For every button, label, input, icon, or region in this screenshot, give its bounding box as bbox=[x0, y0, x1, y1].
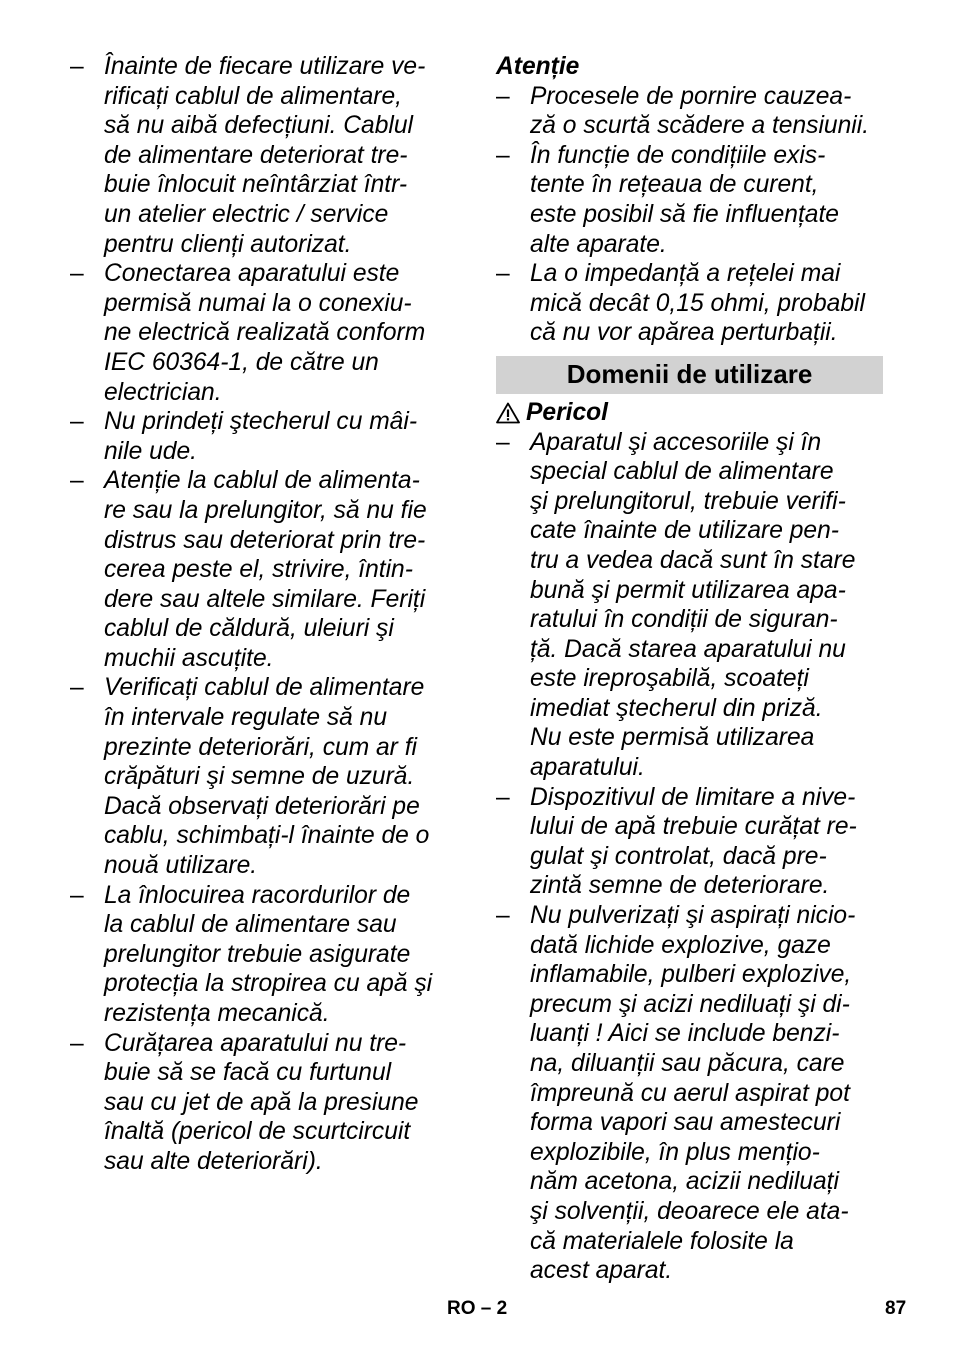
dash: – bbox=[496, 902, 510, 930]
list-item bbox=[70, 881, 462, 1029]
list-item-text: Atenție la cablul de alimenta- re sau la prelungitor, să nu fie distrus sau deteriorat prin tre- cerea peste el, strivire, întin- dere sau altele similare. Feriți cablul de căldură, uleiuri şi muchii ascuțite. bbox=[104, 467, 427, 672]
warning-triangle-icon bbox=[496, 402, 520, 424]
list-item bbox=[496, 428, 888, 783]
section-heading: Domenii de utilizare bbox=[496, 356, 883, 394]
list-item-text: La o impedanță a rețelei mai mică decât 0,15 ohmi, probabil că nu vor apărea perturbații. bbox=[530, 260, 865, 347]
list-item bbox=[70, 673, 462, 880]
list-item-text: Aparatul şi accesoriile şi în special cablul de alimentare şi prelungitorul, trebuie verifi- cate înainte de utilizare pen- tru a vedea dacă sunt în stare bună şi permit utilizarea apa- ratului în condiții de siguran- ță. Dacă starea aparatului nu este ireproşabilă, scoateți imediat ştecherul din priză. Nu este permisă utilizarea aparatului. bbox=[530, 428, 856, 782]
list-item-text: Nu pulverizați şi aspirați nicio- dată lichide explozive, gaze inflamabile, pulberi explozive, precum şi acizi nediluați şi di- luanți ! Aici se include benzi- na, diluanții sau păcura, care împreună cu aerul aspirat pot forma vapori sau amestecuri explozibile, în plus mențio- năm acetona, acizii nediluați şi solvenții, deoarece ele ata- că materialele folosite la acest aparat. bbox=[530, 902, 856, 1285]
dash: – bbox=[70, 260, 84, 288]
list-item bbox=[496, 783, 888, 901]
dash: – bbox=[496, 428, 510, 456]
danger-heading bbox=[496, 398, 888, 428]
list-item-text: La înlocuirea racordurilor de la cablul de alimentare sau prelungitor trebuie asigurate protecția la stropirea cu apă şi rezistența mecanică. bbox=[104, 881, 433, 1027]
list-item-text: Procesele de pornire cauzea- ză o scurtă scădere a tensiunii. bbox=[530, 82, 870, 140]
list-item bbox=[70, 259, 462, 407]
dash: – bbox=[70, 53, 84, 80]
list-item-text: Curățarea aparatului nu tre- buie să se facă cu furtunul sau cu jet de apă la presiune înaltă (pericol de scurtcircuit sau alte deteriorări). bbox=[104, 1029, 419, 1175]
left-column bbox=[70, 52, 462, 1177]
dash: – bbox=[496, 260, 510, 288]
dash: – bbox=[70, 1029, 84, 1057]
list-item bbox=[70, 466, 462, 673]
list-item bbox=[496, 141, 888, 259]
dash: – bbox=[70, 674, 84, 702]
footer-section-label: RO – 2 bbox=[447, 1298, 508, 1319]
list-item bbox=[70, 52, 462, 259]
list-item-text: Înainte de fiecare utilizare ve- rificați cablul de alimentare, să nu aibă defecțiuni. Cablul de alimentare deteriorat tre- buie înlocuit neîntârziat într- un atelier electric / service pentru clienți autorizat. bbox=[104, 53, 426, 258]
dash: – bbox=[496, 141, 510, 169]
list-item-text: Conectarea aparatului este permisă numai la o conexiu- ne electrică realizată conform IEC 60364-1, de către un electrician. bbox=[104, 260, 426, 406]
list-item-text: Verificați cablul de alimentare în intervale regulate să nu prezinte deteriorări, cum ar fi crăpături şi semne de uzură. Dacă observați deteriorări pe cablu, schimbați-l înainte de o nouă utilizare. bbox=[104, 674, 430, 880]
dash: – bbox=[496, 82, 510, 110]
dash: – bbox=[70, 467, 84, 495]
list-item-text: Nu prindeți ştecherul cu mâi- nile ude. bbox=[104, 408, 418, 465]
dash: – bbox=[496, 783, 510, 811]
page-number: 87 bbox=[885, 1298, 907, 1319]
list-item bbox=[70, 1029, 462, 1177]
list-item bbox=[496, 82, 888, 141]
list-item bbox=[496, 901, 888, 1286]
dash: – bbox=[70, 881, 84, 909]
dash: – bbox=[70, 408, 84, 436]
right-column bbox=[496, 52, 888, 1286]
list-item bbox=[70, 407, 462, 466]
list-item-text: În funcție de condițiile exis- tente în rețeaua de curent, este posibil să fie influențate alte aparate. bbox=[530, 141, 839, 258]
list-item-text: Dispozitivul de limitare a nive- lului de apă trebuie curățat re- gulat şi controlat, dacă pre- zintă semne de deteriorare. bbox=[530, 783, 857, 900]
list-item bbox=[496, 259, 888, 348]
danger-title: Pericol bbox=[526, 398, 609, 426]
attention-heading: Atenție bbox=[496, 53, 580, 80]
